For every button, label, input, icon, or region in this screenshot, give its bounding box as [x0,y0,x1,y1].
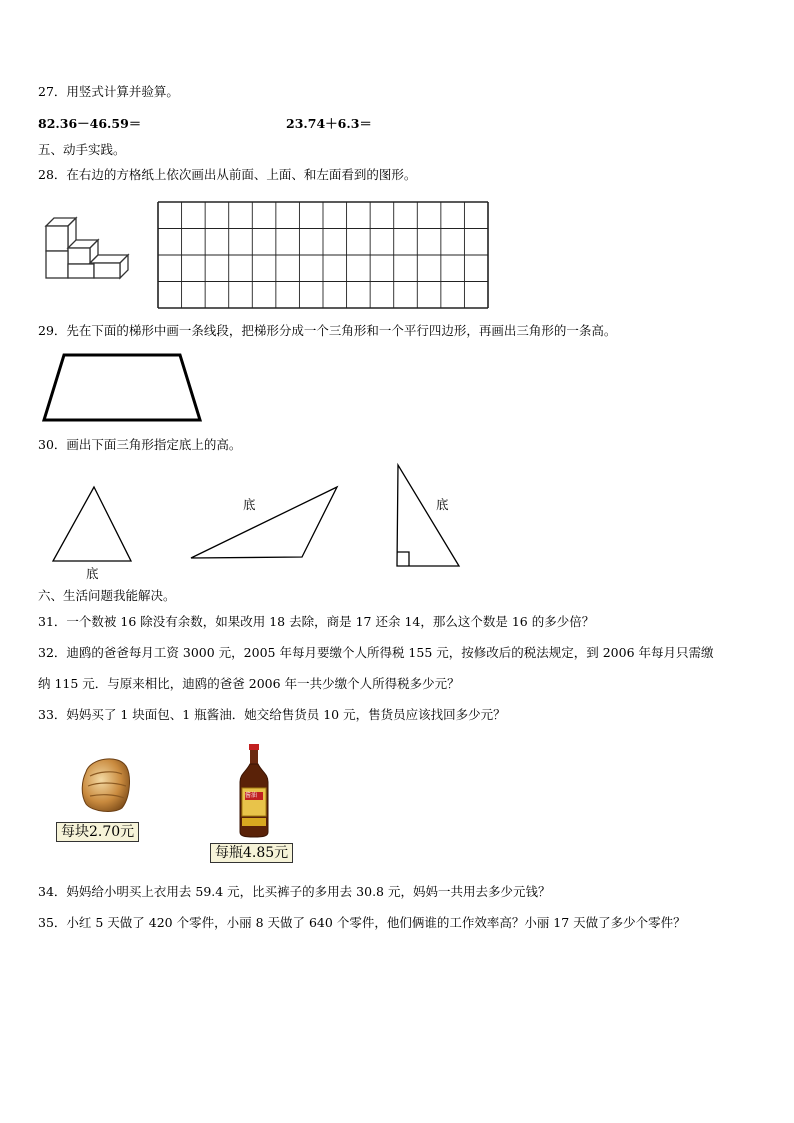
trapezoid-figure [40,350,210,425]
bottle-price-tag: 每瓶4.85元 [210,843,293,863]
grid-paper [156,200,490,310]
q27-title: 27．用竖式计算并验算。 [38,84,179,99]
base-label-3: 底 [436,497,449,512]
q33-title: 33．妈妈买了 1 块面包、1 瓶酱油．她交给售货员 10 元，售货员应该找回多少元？ [38,707,506,722]
q27-expr2: 23.74＋6.3＝ [286,116,372,131]
q32-line1: 32．迪鸥的爸爸每月工资 3000 元，2005 年每月要缴个人所得税 155 元，按修改后的税法规定，到 2006 年每月只需缴 [38,645,714,660]
soy-sauce-bottle-icon [234,742,274,838]
bottle-label: 酱油 [245,792,258,799]
q27-expr1: 82.36－46.59＝ [38,116,142,131]
section5-heading: 五、动手实践。 [38,142,126,157]
q28-title: 28．在右边的方格纸上依次画出从前面、上面、和左面看到的图形。 [38,167,417,182]
bread-icon [78,754,134,814]
cube-stack-figure [40,210,136,282]
q30-title: 30．画出下面三角形指定底上的高。 [38,437,242,452]
section6-heading: 六、生活问题我能解决。 [38,588,176,603]
q32-line2: 纳 115 元．与原来相比，迪鸥的爸爸 2006 年一共少缴个人所得税多少元？ [38,676,460,691]
bread-price-tag: 每块2.70元 [56,822,139,842]
q29-title: 29．先在下面的梯形中画一条线段，把梯形分成一个三角形和一个平行四边形，再画出三角形的一条高。 [38,323,617,338]
q34-title: 34．妈妈给小明买上衣用去 59.4 元，比买裤子的多用去 30.8 元，妈妈一共用去多少元钱？ [38,884,551,899]
base-label-1: 底 [86,566,99,581]
q31-title: 31．一个数被 16 除没有余数，如果改用 18 去除，商是 17 还余 14，那么这个数是 16 的多少倍？ [38,614,595,629]
triangle-figures [40,460,480,585]
base-label-2: 底 [243,497,256,512]
q35-title: 35．小红 5 天做了 420 个零件，小丽 8 天做了 640 个零件，他们俩谁的工作效率高？小丽 17 天做了多少个零件？ [38,915,686,930]
